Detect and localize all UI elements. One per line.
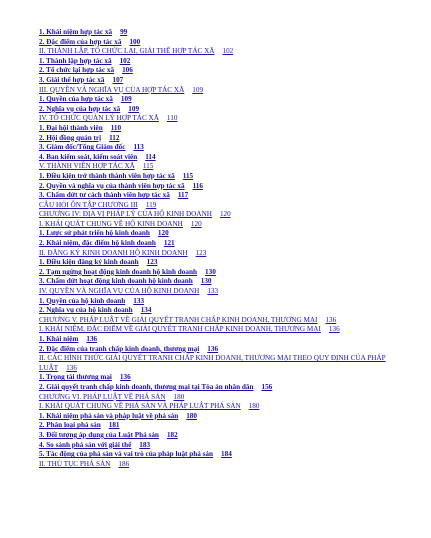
toc-entry[interactable] (39, 373, 411, 383)
table-of-contents (39, 28, 411, 469)
toc-entry[interactable] (39, 191, 411, 201)
toc-entry-title: 2. Tổ chức lại hợp tác xã (39, 66, 115, 75)
toc-entry-page: 120 (219, 210, 231, 219)
toc-entry-page: 109 (120, 95, 132, 104)
toc-entry-page: 120 (157, 229, 169, 238)
toc-entry[interactable] (39, 393, 411, 403)
toc-entry-title: 1. Quyền của hợp tác xã (39, 95, 113, 104)
toc-entry-title: 4. Ban kiểm soát, kiểm soát viên (39, 152, 138, 161)
toc-entry-page: 181 (108, 421, 120, 430)
toc-entry-title: 1. Khái niệm (39, 335, 79, 343)
toc-entry-title: 3. Giải thể hợp tác xã (39, 75, 105, 84)
toc-entry[interactable] (39, 335, 411, 345)
toc-entry-title: I. KHÁI QUÁT CHUNG VỀ PHÁ SẢN VÀ PHÁP LUẬT PHÁ SẢN (39, 402, 241, 411)
toc-entry[interactable] (39, 162, 411, 172)
toc-entry-title: 2. Đặc điểm của hợp tác xã (39, 37, 122, 46)
toc-entry[interactable] (39, 229, 411, 239)
toc-entry-page: 107 (112, 75, 124, 84)
toc-entry-title: I. KHÁI QUÁT CHUNG VỀ HỘ KINH DOANH (39, 219, 183, 228)
toc-entry-page: 110 (166, 114, 178, 123)
toc-entry-page: 136 (86, 335, 98, 343)
toc-entry[interactable] (39, 239, 411, 249)
toc-entry-title: 1. Điều kiện đăng ký kinh doanh (39, 258, 139, 267)
toc-entry[interactable] (39, 134, 411, 144)
toc-entry-title: III. QUYỀN VÀ NGHĨA VỤ CỦA HỢP TÁC XÃ (39, 85, 185, 94)
toc-entry[interactable] (39, 38, 411, 48)
toc-entry[interactable] (39, 57, 411, 67)
toc-entry[interactable] (39, 258, 411, 268)
toc-entry[interactable] (39, 277, 411, 287)
toc-entry-title: V. THÀNH VIÊN HỢP TÁC XÃ (39, 162, 135, 171)
toc-entry[interactable] (39, 143, 411, 153)
toc-entry[interactable] (39, 114, 411, 124)
toc-entry[interactable] (39, 402, 411, 412)
toc-entry[interactable] (39, 28, 411, 38)
toc-entry-title: II. THỦ TỤC PHÁ SẢN (39, 459, 111, 468)
toc-entry[interactable] (39, 76, 411, 86)
toc-entry-page: 119 (145, 200, 157, 209)
toc-entry-page: 121 (163, 239, 175, 248)
toc-entry[interactable] (39, 297, 411, 307)
toc-entry[interactable] (39, 441, 411, 451)
toc-entry-title: CHƯƠNG V. PHÁP LUẬT VỀ GIẢI QUYẾT TRANH CHẤP KINH DOANH, THƯƠNG MẠI (39, 315, 318, 324)
toc-entry-title: CÂU HỎI ÔN TẬP CHƯƠNG III (39, 200, 138, 209)
toc-entry-page: 120 (190, 219, 202, 228)
toc-entry-page: 136 (328, 325, 340, 334)
toc-entry-title: CHƯƠNG VI. PHÁP LUẬT VỀ PHÁ SẢN (39, 392, 166, 401)
toc-entry-page: 186 (118, 459, 130, 468)
toc-entry[interactable] (39, 268, 411, 278)
toc-entry-page: 136 (207, 344, 219, 353)
toc-entry[interactable] (39, 182, 411, 192)
toc-entry-page: 182 (166, 430, 178, 439)
toc-entry[interactable] (39, 460, 411, 470)
toc-entry-page: 180 (186, 411, 197, 420)
toc-entry-page: 123 (195, 248, 207, 257)
toc-entry-page: 114 (145, 152, 156, 161)
toc-entry-title: 3. Giám đốc/Tổng Giám đốc (39, 143, 126, 152)
toc-entry-title: 2. Đặc điểm của tranh chấp kinh doanh, thương mại (39, 344, 200, 353)
toc-entry-page: 134 (140, 306, 152, 315)
toc-entry-page: 133 (133, 296, 145, 305)
toc-entry-page: 136 (66, 363, 77, 372)
toc-entry-title: 2. Quyền và nghĩa vụ của thành viên hợp tác xã (39, 181, 185, 190)
toc-entry-page: 180 (248, 402, 260, 411)
toc-entry[interactable] (39, 153, 411, 163)
toc-entry-title: 2. Giải quyết tranh chấp kinh doanh, thương mại tại Tòa án nhân dân (39, 382, 254, 391)
toc-entry-title: 1. Quyền của hộ kinh doanh (39, 296, 126, 305)
toc-entry-page: 136 (325, 315, 337, 324)
toc-entry-title: IV. TỔ CHỨC QUẢN LÝ HỢP TÁC XÃ (39, 114, 159, 123)
toc-entry-title: II. CÁC HÌNH THỨC GIẢI QUYẾT TRANH CHẤP KINH DOANH, THƯƠNG MẠI THEO QUY ĐỊNH CỦA PHÁP LUẬT (39, 354, 386, 372)
toc-entry-page: 113 (133, 143, 144, 152)
toc-entry[interactable] (39, 421, 411, 431)
toc-entry-page: 102 (119, 56, 131, 65)
toc-entry-title: 1. Lược sử phát triển hộ kinh doanh (39, 229, 150, 238)
toc-entry[interactable] (39, 201, 411, 211)
toc-entry[interactable] (39, 316, 411, 326)
toc-entry[interactable] (39, 47, 411, 57)
toc-entry-title: 3. Chấm dứt tư cách thành viên hợp tác xã (39, 191, 170, 200)
toc-entry-page: 156 (261, 382, 273, 391)
toc-entry-title: I. KHÁI NIỆM, ĐẶC ĐIỂM VỀ GIẢI QUYẾT TRANH CHẤP KINH DOANH, THƯƠNG MẠI (39, 325, 321, 334)
toc-entry-page: 136 (119, 373, 131, 382)
toc-entry[interactable] (39, 172, 411, 182)
toc-entry[interactable] (39, 210, 411, 220)
toc-entry-page: 112 (109, 133, 120, 142)
toc-entry-page: 184 (221, 450, 232, 459)
toc-entry-title: IV. QUYỀN VÀ NGHĨA VỤ CỦA HỘ KINH DOANH (39, 287, 200, 296)
toc-entry[interactable] (39, 412, 411, 422)
toc-entry-page: 109 (192, 85, 204, 94)
toc-entry[interactable] (39, 105, 411, 115)
toc-entry-page: 123 (146, 258, 158, 267)
toc-entry-title: 1. Khái niệm phá sản và pháp luật về phá sản (39, 411, 179, 420)
toc-entry-title: 1. Điều kiện trở thành thành viên hợp tác xã (39, 171, 175, 180)
toc-entry-title: 1. Đại hội thành viên (39, 123, 103, 132)
toc-entry[interactable] (39, 345, 411, 355)
toc-entry-page: 102 (222, 47, 234, 56)
toc-entry-title: 2. Nghĩa vụ của hộ kinh doanh (39, 306, 133, 315)
toc-entry[interactable] (39, 86, 411, 96)
toc-entry-title: 3. Đối tượng áp dụng của Luật Phá sản (39, 430, 159, 439)
toc-entry-page: 115 (182, 171, 194, 180)
toc-entry[interactable] (39, 325, 411, 335)
toc-entry-page: 99 (120, 28, 128, 36)
toc-entry[interactable] (39, 431, 411, 441)
toc-entry[interactable] (39, 124, 411, 134)
toc-entry[interactable] (39, 306, 411, 316)
toc-entry-title: 3. Chấm dứt hoạt động kinh doanh hộ kinh doanh (39, 277, 193, 286)
toc-entry-page: 106 (122, 66, 133, 75)
toc-entry[interactable] (39, 383, 411, 393)
toc-entry-title: 1. Trọng tài thương mại (39, 373, 112, 382)
toc-entry-title: II. THÀNH LẬP, TỔ CHỨC LẠI, GIẢI THỂ HỢP TÁC XÃ (39, 47, 215, 56)
toc-entry-title: 2. Khái niệm, đặc điểm hộ kinh doanh (39, 239, 156, 248)
toc-entry[interactable] (39, 354, 411, 373)
toc-entry-page: 183 (139, 440, 151, 449)
toc-entry-title: 1. Khái niệm hợp tác xã (39, 28, 113, 36)
toc-entry-page: 130 (205, 267, 216, 276)
toc-entry-page: 116 (192, 181, 203, 190)
toc-entry-title: 2. Hội đồng quản trị (39, 133, 102, 142)
toc-entry-page: 100 (129, 37, 141, 46)
toc-entry[interactable] (39, 450, 411, 460)
toc-entry[interactable] (39, 95, 411, 105)
toc-entry-page: 130 (200, 277, 212, 286)
toc-entry-page: 115 (142, 162, 154, 171)
toc-entry-title: 2. Nghĩa vụ của hợp tác xã (39, 104, 121, 113)
toc-entry-page: 117 (177, 191, 189, 200)
toc-entry-title: 2. Tạm ngừng hoạt động kinh doanh hộ kinh doanh (39, 267, 197, 276)
toc-entry[interactable] (39, 249, 411, 259)
toc-entry-title: CHƯƠNG IV: ĐỊA VỊ PHÁP LÝ CỦA HỘ KINH DOANH (39, 210, 212, 219)
toc-entry[interactable] (39, 66, 411, 76)
toc-entry-title: II. ĐĂNG KÝ KINH DOANH HỘ KINH DOANH (39, 248, 188, 257)
toc-entry-page: 110 (110, 123, 122, 132)
toc-entry-page: 180 (173, 392, 185, 401)
toc-entry-title: 2. Phân loại phá sản (39, 421, 101, 430)
toc-entry-page: 109 (128, 104, 140, 113)
toc-entry-title: 1. Thành lập hợp tác xã (39, 56, 112, 65)
toc-entry-title: 4. So sánh phá sản với giải thể (39, 440, 132, 449)
toc-entry-title: 5. Tác động của phá sản và vai trò của pháp luật phá sản (39, 450, 214, 459)
toc-entry[interactable] (39, 287, 411, 297)
toc-entry-page: 133 (207, 287, 219, 296)
